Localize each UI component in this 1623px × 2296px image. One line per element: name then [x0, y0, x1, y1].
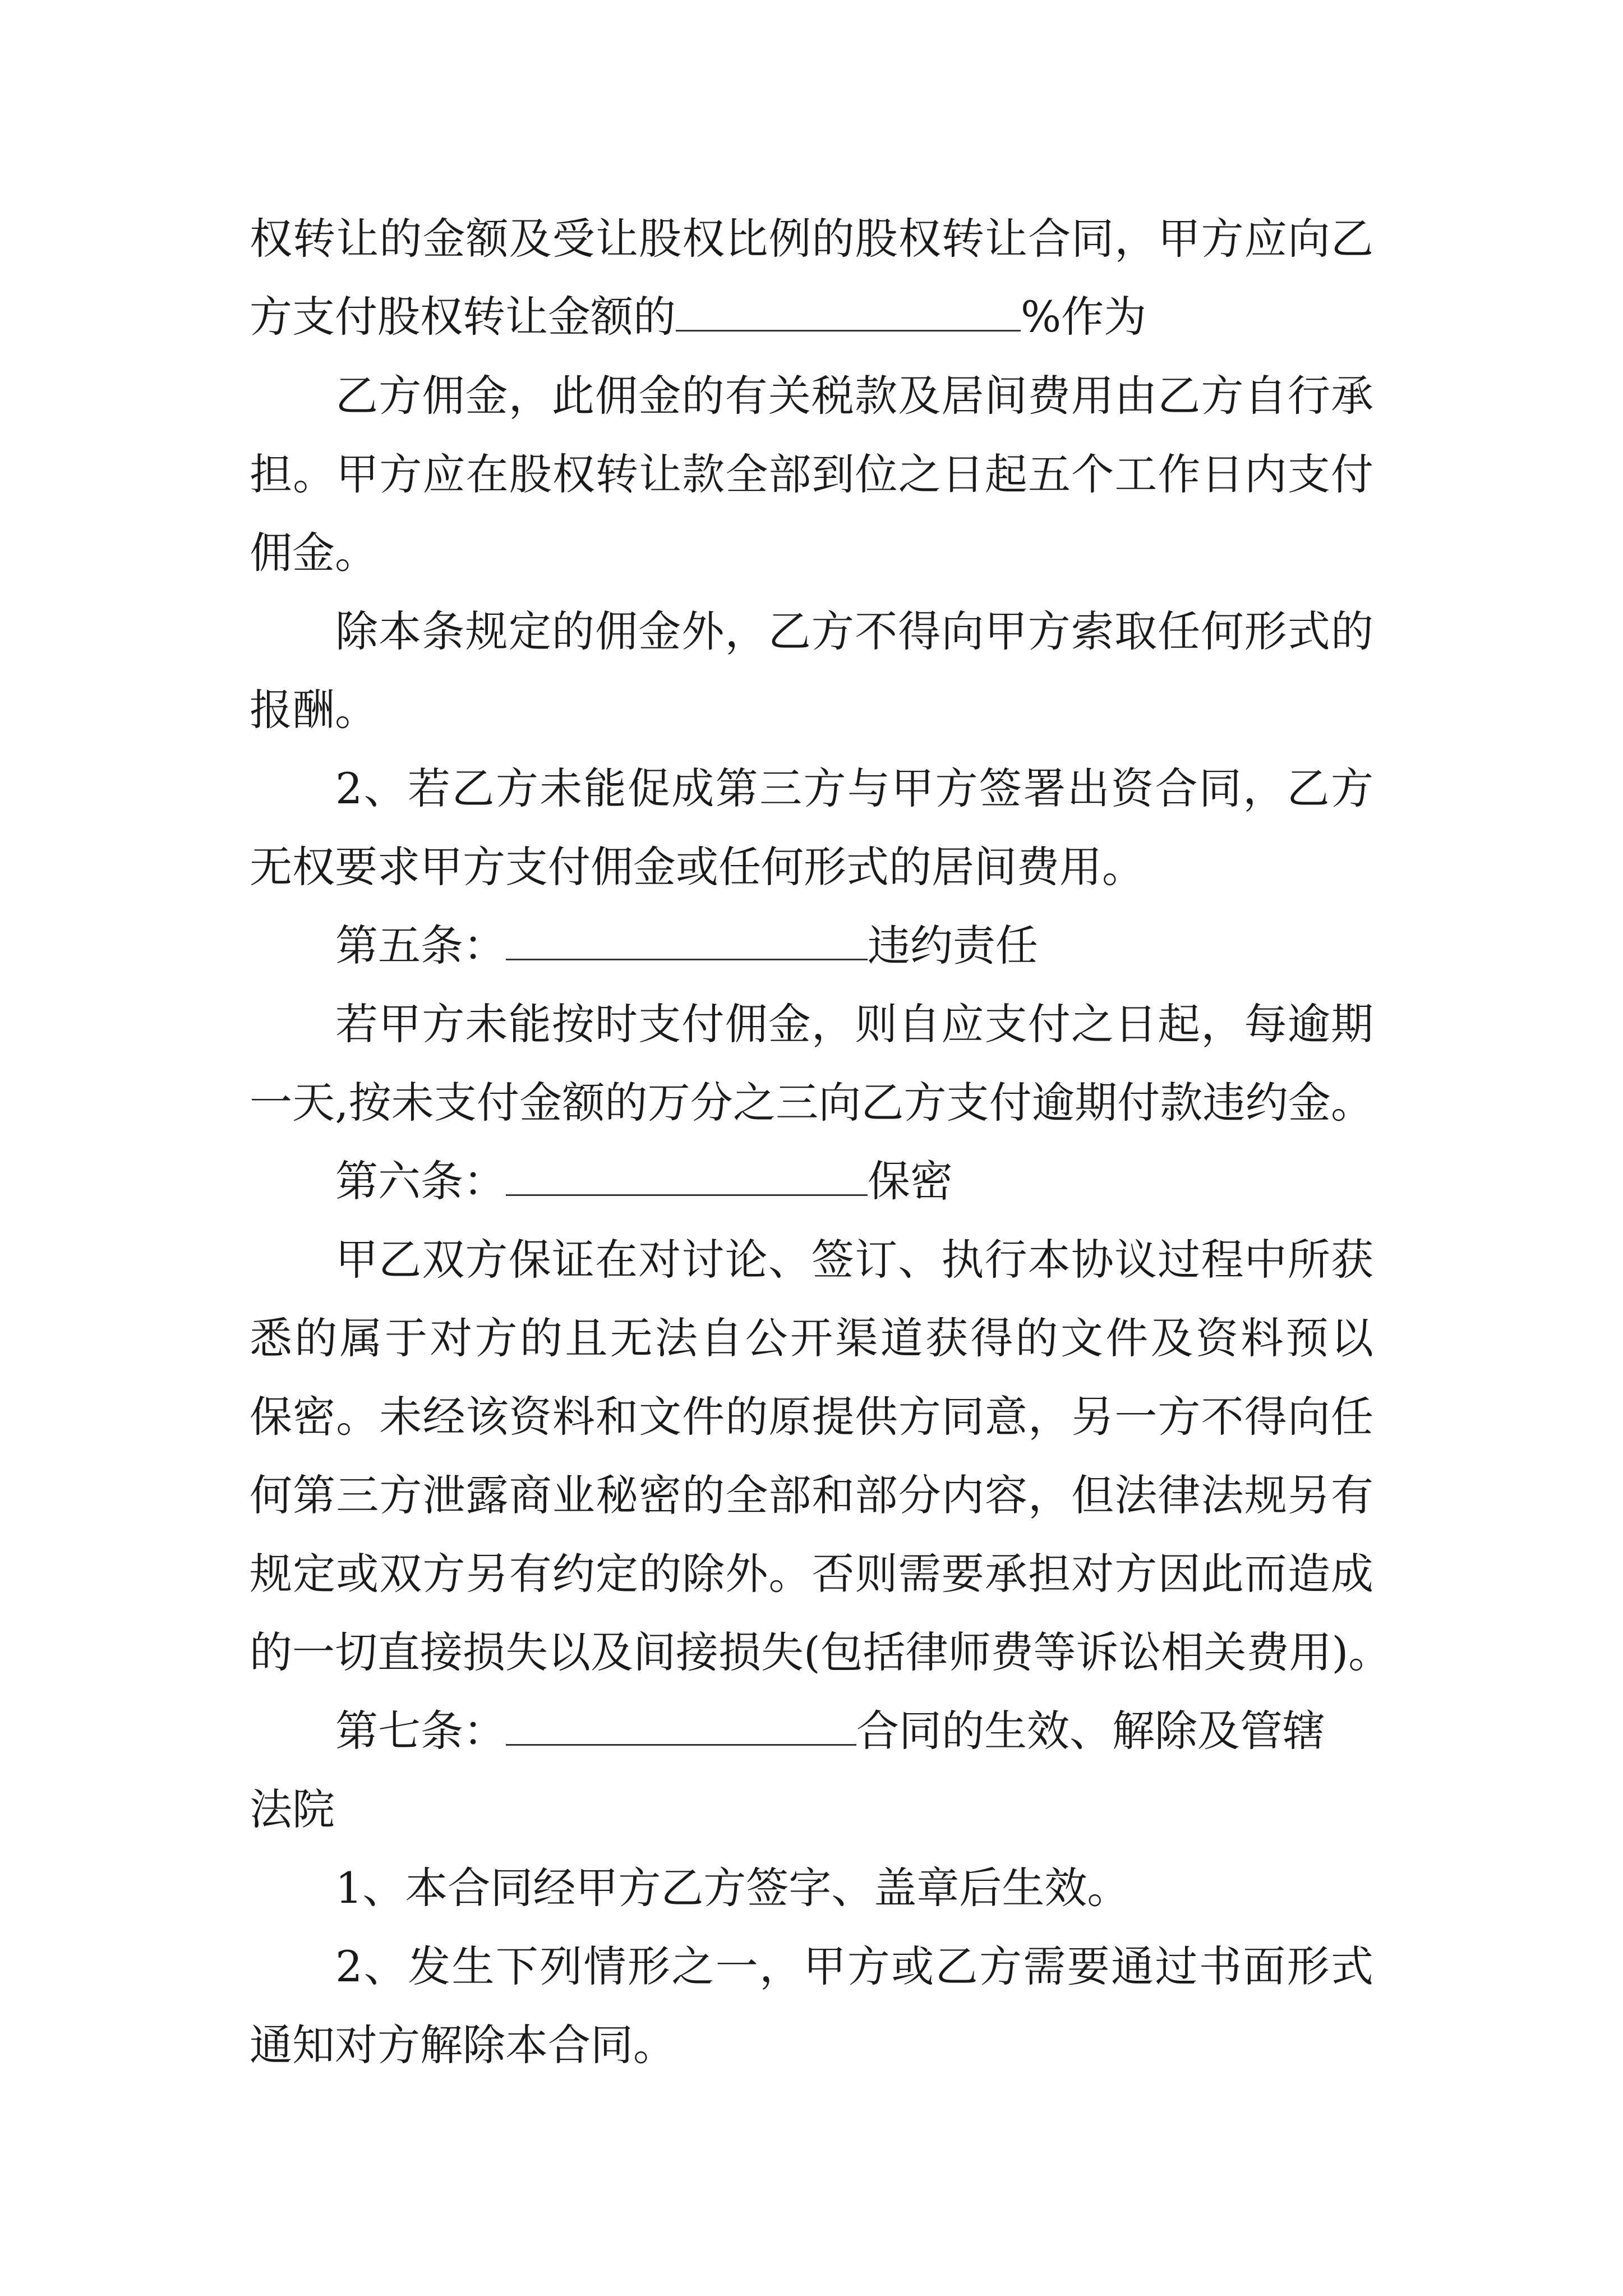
paragraph-line: 佣金。: [250, 528, 377, 578]
paragraph-line: 无权要求甲方支付佣金或任何形式的居间费用。: [250, 842, 1145, 892]
article-heading: [335, 918, 1038, 974]
article-heading: [335, 1703, 1325, 1759]
fill-in-blank: [676, 293, 1021, 332]
paragraph-line: 一天,按未支付金额的万分之三向乙方支付逾期付款违约金。: [250, 1078, 1373, 1128]
article-heading: [335, 1153, 953, 1209]
article-number: 第五条：: [335, 921, 506, 970]
paragraph-line: 除本条规定的佣金外，乙方不得向甲方索取任何形式的: [335, 606, 1373, 656]
article-title: 违约责任: [868, 921, 1038, 970]
paragraph-line: [250, 289, 1146, 345]
paragraph-line: 何第三方泄露商业秘密的全部和部分内容，但法律法规另有: [250, 1470, 1373, 1520]
paragraph-line: 2、发生下列情形之一，甲方或乙方需要通过书面形式: [335, 1941, 1373, 1991]
paragraph-line: 通知对方解除本合同。: [250, 2020, 676, 2070]
fill-in-blank: [506, 922, 868, 960]
paragraph-line: 悉的属于对方的且无法自公开渠道获得的文件及资料预以: [250, 1313, 1373, 1363]
fill-in-blank: [506, 1707, 856, 1746]
article-title: 合同的生效、解除及管辖: [856, 1706, 1325, 1756]
paragraph-line: 2、若乙方未能促成第三方与甲方签署出资合同，乙方: [335, 763, 1373, 813]
paragraph-line: 权转让的金额及受让股权比例的股权转让合同，甲方应向乙: [250, 214, 1373, 264]
article-title: 保密: [868, 1156, 953, 1206]
paragraph-line: 乙方佣金，此佣金的有关税款及居间费用由乙方自行承: [335, 371, 1373, 421]
paragraph-line: 若甲方未能按时支付佣金，则自应支付之日起，每逾期: [335, 999, 1373, 1049]
paragraph-line: 保密。未经该资料和文件的原提供方同意，另一方不得向任: [250, 1392, 1373, 1442]
line-text: 方支付股权转让金额的: [250, 292, 676, 342]
paragraph-line: 担。甲方应在股权转让款全部到位之日起五个工作日内支付: [250, 449, 1373, 499]
paragraph-line: 甲乙双方保证在对讨论、签订、执行本协议过程中所获: [335, 1235, 1373, 1285]
paragraph-line: 的一切直接损失以及间接损失(包括律师费等诉讼相关费用)。: [250, 1627, 1391, 1677]
paragraph-line: 1、本合同经甲方乙方签字、盖章后生效。: [335, 1863, 1130, 1913]
article-number: 第六条：: [335, 1156, 506, 1206]
paragraph-line: 规定或双方另有约定的除外。否则需要承担对方因此而造成: [250, 1549, 1373, 1599]
paragraph-line: 报酬。: [250, 685, 377, 735]
paragraph-line: 法院: [250, 1784, 335, 1834]
article-number: 第七条：: [335, 1706, 506, 1756]
line-text: %作为: [1021, 292, 1147, 342]
fill-in-blank: [506, 1157, 868, 1196]
